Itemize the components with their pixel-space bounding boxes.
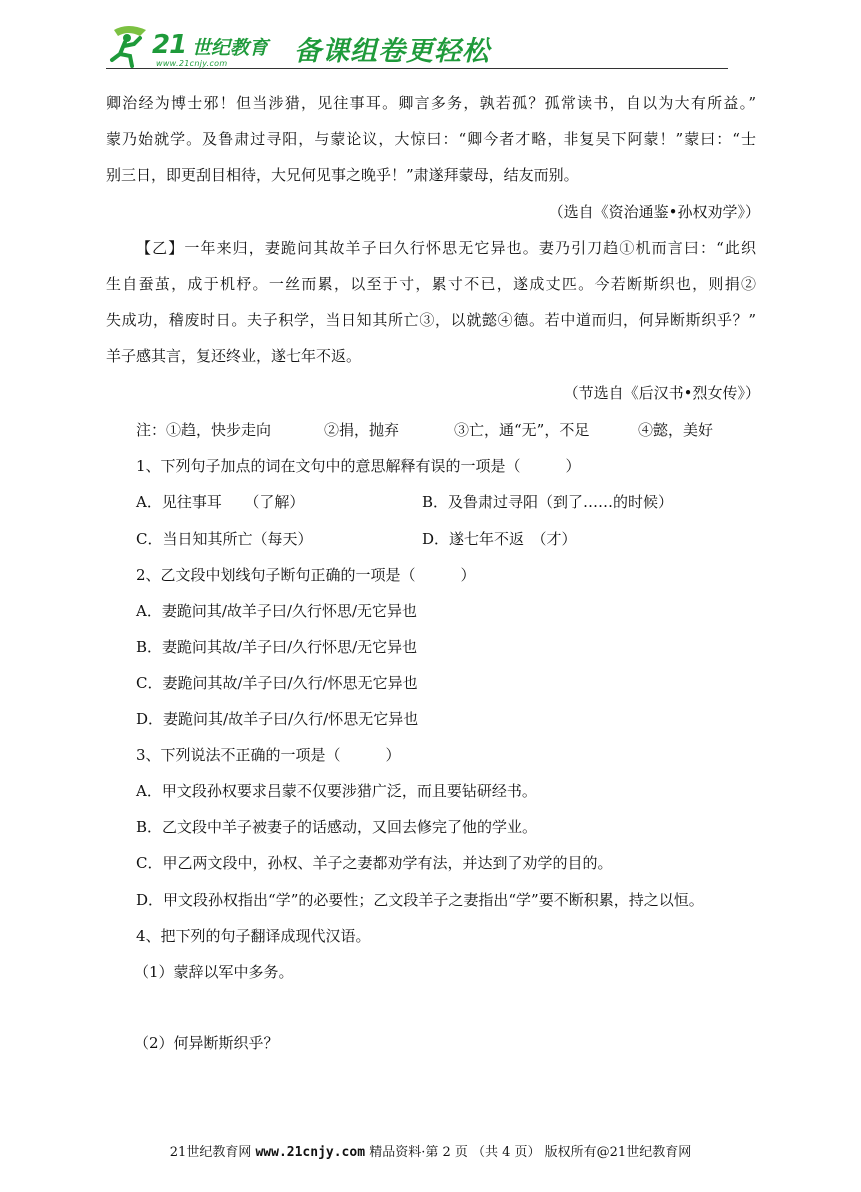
passage-jia-source: （选自《资治通鉴•孙权劝学》） <box>548 203 760 221</box>
note-item: ③亡，通“无”，不足 <box>454 421 590 439</box>
question-option: C．妻跪问其故/羊子曰/久行/怀思无它异也 <box>136 674 418 692</box>
question-option: B．乙文段中羊子被妻子的话感动，又回去修完了他的学业。 <box>136 818 538 836</box>
question-option: A．见往事耳 （了解） <box>136 493 305 511</box>
logo-url: www.21cnjy.com <box>156 59 228 68</box>
question-option: C．甲乙两文段中，孙权、羊子之妻都劝学有法，并达到了劝学的目的。 <box>136 854 613 872</box>
header-slogan: 备课组卷更轻松 <box>294 36 490 67</box>
passage-yi-line: 生自蚕茧，成于机杼。一丝而累，以至于寸，累寸不已，遂成丈匹。今若断斯织也，则捐② <box>106 275 756 293</box>
passage-yi-line: 羊子感其言，复还终业，遂七年不返。 <box>106 347 362 365</box>
question-stem: 3、下列说法不正确的一项是（ ） <box>136 746 401 764</box>
passage-yi-line: 【乙】一年来归，妻跪问其故羊子曰久行怀思无它异也。妻乃引刀趋①机而言曰：“此织 <box>136 239 756 257</box>
note-item: ①趋，快步走向 <box>166 421 272 439</box>
passage-jia-line: 别三日，即更刮目相待，大兄何见事之晚乎！”肃遂拜蒙母，结友而别。 <box>106 166 579 184</box>
question-option: D．甲文段孙权指出“学”的必要性；乙文段羊子之妻指出“学”要不断积累，持之以恒。 <box>136 891 704 909</box>
footer-page-info: 精品资料·第 2 页 （共 4 页） 版权所有@21世纪教育网 <box>369 1145 692 1160</box>
question-option: B．妻跪问其故/羊子曰/久行怀思/无它异也 <box>136 638 418 656</box>
logo-number: 21 <box>152 30 187 60</box>
question-option: D．妻跪问其/故羊子曰/久行/怀思无它异也 <box>136 710 419 728</box>
footer-url[interactable]: www.21cnjy.com <box>255 1145 366 1160</box>
passage-jia-line: 卿治经为博士邪！但当涉猎，见往事耳。卿言多务，孰若孤？孤常读书，自以为大有所益。” <box>106 94 756 112</box>
translation-item: （1）蒙辞以军中多务。 <box>134 963 294 981</box>
page-header <box>106 24 728 70</box>
running-figure-logo-icon <box>106 24 152 68</box>
question-option: A．甲文段孙权要求吕蒙不仅要涉猎广泛，而且要钻研经书。 <box>136 782 537 800</box>
logo-text: 世纪教育 <box>192 37 269 59</box>
question-option: A．妻跪问其/故羊子曰/久行怀思/无它异也 <box>136 602 417 620</box>
note-item: ④懿，美好 <box>638 421 714 439</box>
translation-item: （2）何异断斯织乎？ <box>134 1034 279 1052</box>
question-stem: 2、乙文段中划线句子断句正确的一项是（ ） <box>136 566 476 584</box>
notes-prefix: 注： <box>136 421 167 439</box>
note-item: ②捐，抛弃 <box>324 421 400 439</box>
question-option: C．当日知其所亡（每天） <box>136 530 313 548</box>
question-option: B．及鲁肃过寻阳（到了……的时候） <box>422 493 674 511</box>
question-stem: 4、把下列的句子翻译成现代汉语。 <box>136 927 371 945</box>
passage-yi-line: 失成功，稽废时日。夫子积学，当日知其所亡③，以就懿④德。若中道而归，何异断斯织乎？” <box>106 311 756 329</box>
passage-yi-source: （节选自《后汉书•烈女传》） <box>563 384 760 402</box>
question-option: D．遂七年不返 （才） <box>422 530 577 548</box>
page-footer <box>0 1141 861 1160</box>
passage-jia-line: 蒙乃始就学。及鲁肃过寻阳，与蒙论议，大惊曰：“卿今者才略，非复吴下阿蒙！”蒙曰：“士 <box>106 130 756 148</box>
question-stem: 1、下列句子加点的词在文句中的意思解释有误的一项是（ ） <box>136 457 581 475</box>
footer-site-name: 21世纪教育网 <box>169 1145 252 1160</box>
header-divider <box>106 68 728 69</box>
